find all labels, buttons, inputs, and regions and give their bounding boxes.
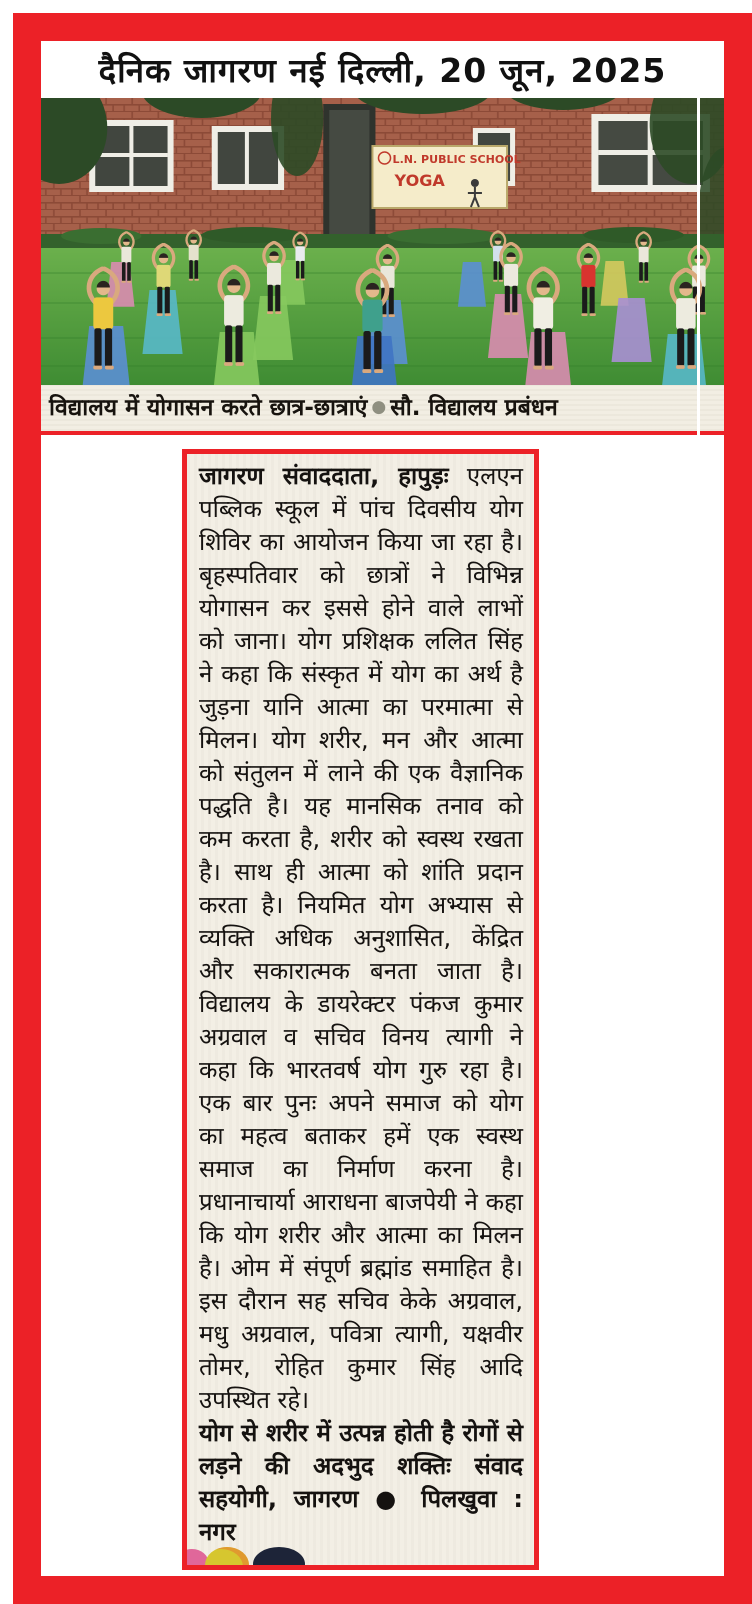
article-line: योगासन कर इससे होने वाले लाभों: [199, 594, 523, 622]
navy-blob-decoration: [253, 1547, 305, 1570]
caption-text: विद्यालय में योगासन करते छात्र-छात्राएं: [49, 395, 368, 421]
yoga-photo: [41, 98, 724, 385]
banner-school-name: L.N. PUBLIC SCHOOL: [392, 153, 521, 166]
yellow-blob-decoration: [205, 1547, 249, 1570]
article-line: है। ओम में संपूर्ण ब्रह्मांड समाहित है।: [199, 1254, 523, 1282]
article-line: कहा कि भारतवर्ष योग गुरु रहा है।: [199, 1056, 523, 1084]
article-line: प्रधानाचार्या आराधना बाजपेयी ने कहा: [199, 1188, 523, 1216]
frame-pinstripe: [697, 96, 700, 1542]
yoga-photo-illustration: [41, 98, 724, 385]
article-line: पब्लिक स्कूल में पांच दिवसीय योग: [199, 495, 523, 523]
article-line: बृहस्पतिवार को छात्रों ने विभिन्न: [199, 561, 523, 589]
article-line: है। साथ ही आत्मा को शांति प्रदान: [199, 858, 523, 886]
article-line: लड़ने की अदभुद शक्तिः संवाद: [199, 1452, 523, 1480]
article-line: समाज का निर्माण करना है।: [199, 1155, 523, 1183]
article-line: जागरण संवाददाता, हापुड़ः एलएन: [199, 462, 524, 490]
article-line: विद्यालय के डायरेक्टर पंकज कुमार: [199, 990, 523, 1018]
article-line: तोमर, रोहित कुमार सिंह आदि: [199, 1353, 523, 1381]
article-line: अग्रवाल व सचिव विनय त्यागी ने: [199, 1023, 523, 1051]
newspaper-masthead: [41, 41, 724, 98]
article-line: एक बार पुनः अपने समाज को योग: [199, 1089, 523, 1117]
article-line: मधु अग्रवाल, पवित्रा त्यागी, यक्षवीर: [199, 1320, 523, 1348]
article-line: ने कहा कि संस्कृत में योग का अर्थ है: [199, 660, 523, 688]
article-line: का महत्व बताकर हमें एक स्वस्थ: [199, 1122, 523, 1150]
article-line: और सकारात्मक बनता जाता है।: [199, 957, 523, 985]
clipping-content: [41, 41, 724, 1576]
red-border-frame: [13, 13, 752, 1604]
banner-yoga-text: YOGA: [394, 171, 445, 190]
article-box: [182, 449, 539, 1570]
school-yoga-banner: [372, 146, 520, 208]
article-line: इस दौरान सह सचिव केके अग्रवाल,: [199, 1287, 523, 1315]
article-line: योग से शरीर में उत्पन्न होती है रोगों से: [199, 1419, 523, 1447]
masthead-title: दैनिक जागरण नई दिल्ली, 20 जून, 2025: [98, 51, 667, 90]
caption-credit: सौ. विद्यालय प्रबंधन: [390, 395, 558, 421]
article-line: मिलन। योग शरीर, मन और आत्मा: [199, 726, 523, 754]
article-line: शिविर का आयोजन किया जा रहा है।: [199, 528, 523, 556]
photo-caption: [41, 385, 724, 435]
article-line: को जाना। योग प्रशिक्षक ललित सिंह: [199, 627, 523, 655]
article-line: कि योग शरीर और आत्मा का मिलन: [199, 1221, 523, 1249]
article-line: पद्धति है। यह मानसिक तनाव को: [199, 792, 523, 820]
article-text: [199, 460, 523, 1549]
article-line: व्यक्ति अधिक अनुशासित, केंद्रित: [199, 924, 523, 952]
article-line: सहयोगी, जागरण ● पिलखुवा : नगर: [199, 1485, 523, 1546]
article-line: जुड़ना यानि आत्मा का परमात्मा से: [199, 693, 523, 721]
article-line: को संतुलन में लाने की एक वैज्ञानिक: [199, 759, 523, 787]
article-line: उपस्थित रहे।: [199, 1386, 310, 1414]
article-line: करता है। नियमित योग अभ्यास से: [199, 891, 523, 919]
caption-dot-icon: ●: [371, 397, 387, 417]
article-line: कम करता है, शरीर को स्वस्थ रखता: [199, 825, 523, 853]
